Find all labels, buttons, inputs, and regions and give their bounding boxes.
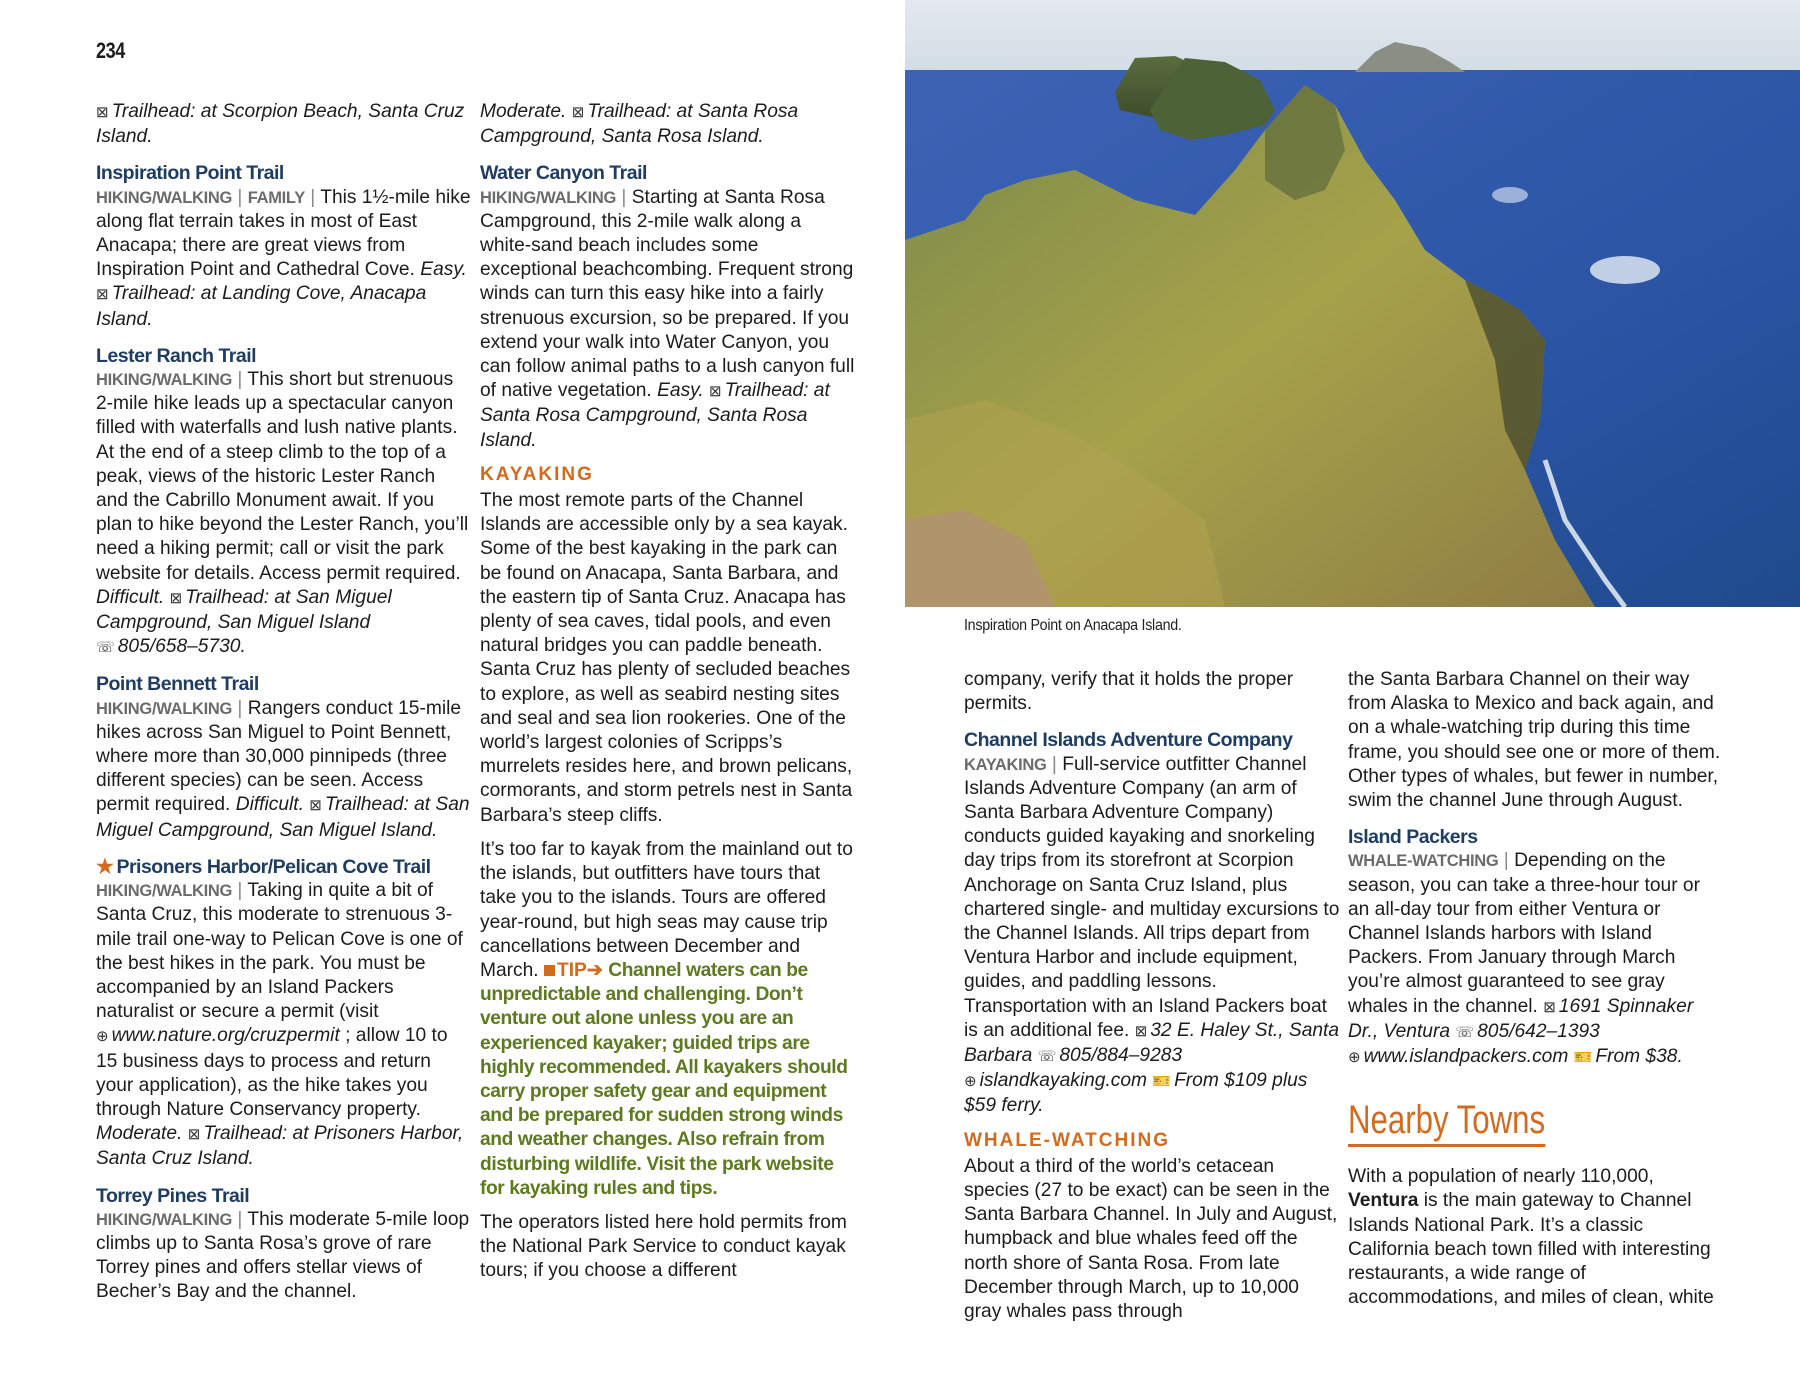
address: 32 E. Haley St., Santa Barbara [964,1019,1340,1067]
column-1 [96,100,472,1315]
activity-tag: HIKING/WALKING [96,1210,233,1229]
website-link[interactable]: islandkayaking.com [979,1070,1148,1092]
activity-tag: HIKING/WALKING [96,371,233,390]
mail-icon: ⊠ [187,1126,201,1144]
trail-entry-water-canyon: Water Canyon Trail HIKING/WALKING | Starting at Santa Rosa Campground, this 2-mile walk along a white-sand beach includes some exceptional beachcombing. Frequent strong winds can turn this easy hike into a fairly strenuous excursion, so be prepared. If you extend your walk into Water Canyon, you can follow animal paths to a lush canyon full of native vegetation. Easy. ⊠ Trailhead: at Santa Rosa Campground, Santa Rosa Island. [480,162,855,451]
address: 1691 Spinnaker Dr., Ventura [1348,995,1694,1042]
phone-icon: ☏ [1037,1048,1057,1066]
trail-title: Point Bennett Trail [96,673,259,696]
trailhead: Trailhead: at San Miguel Campground, San Miguel Island [96,586,392,634]
continued-text: the Santa Barbara Channel on their way from Alaska to Mexico and back again, and on a whale-watching trip during this time frame, you should see one or more of them. Other types of whales, but fewer in number, swim the channel June through August. [1348,669,1721,812]
difficulty: Easy. [657,380,704,402]
kayaking-paragraph-2: It’s too far to kayak from the mainland out to the islands, but outfitters have tours that take you to the islands. Tours are offered year-round, but high seas may cause trip cancellations between December and March. [480,838,853,981]
kayaking-paragraph-1: The most remote parts of the Channel Islands are accessible only by a sea kayak. Some of the best kayaking in the park can be found on Anacapa, Santa Barbara, and the eastern tip of Santa Cruz. Anacapa has plenty of sea caves, tidal pools, and even natural bridges you can paddle beneath. Santa Cruz has plenty of secluded beaches to explore, as well as seabird nesting sites and seal and sea lion rookeries. One of the world’s largest colonies of Scripps’s murrelets resides here, and brown pelicans, cormorants, and storm petrels nest in Santa Barbara’s steep cliffs. [480,490,853,826]
outfitter-description: Full-service outfitter Channel Islands Adventure Company (an arm of Santa Barbara Adventure Company) conducts guided kayaking and snorkeling day trips from its storefront at Scorpion Anchorage on Santa Cruz Island, plus chartered single- and multiday excursions to the Channel Islands. All trips depart from Ventura Harbor and include equipment, guides, and paddling lessons. Transportation with an Island Packers boat is an additional fee. [964,753,1340,1041]
arrow-icon: ➔ [586,959,603,981]
photo-inspiration-point [905,0,1800,607]
trailhead: Trailhead: at Santa Rosa Campground, Santa Rosa Island. [480,380,830,451]
continued-entry [480,100,856,149]
permit-link[interactable]: www.nature.org/cruzpermit [111,1025,340,1047]
phone-icon: ☏ [96,639,115,657]
trailhead: Trailhead: at San Miguel Campground, San Miguel Island. [96,794,470,841]
trailhead: Trailhead: at Landing Cove, Anacapa Island. [96,283,427,330]
mail-icon: ⊠ [1134,1022,1148,1040]
ticket-icon: 🎫 [1152,1073,1172,1091]
outfitter-island-packers: Island Packers WHALE-WATCHING | Depending on the season, you can take a three-hour tour or an all-day tour from either Ventura or Channel Islands harbors with Island Packers. From January through March you’re almost guaranteed to see gray whales in the channel. ⊠ 1691 Spinnaker Dr., Ventura ☏ 805/642–1393 ⊕ www.islandpackers.com 🎫 From $38. [1348,825,1724,1070]
mail-icon: ⊠ [309,797,322,815]
nearby-towns-intro: With a population of nearly 110,000, [1348,1166,1654,1188]
activity-tag: HIKING/WALKING [96,882,233,901]
trail-description: This 1½-mile hike along flat terrain takes in most of East Anacapa; there are great views from Inspiration Point and Cathedral Cove. [96,186,471,281]
website-link[interactable]: www.islandpackers.com [1363,1046,1569,1068]
price: From $109 plus $59 ferry. [964,1070,1308,1117]
family-tag: FAMILY [247,188,305,207]
trail-title: Inspiration Point Trail [96,162,284,185]
whale-watching-section [964,1129,1340,1325]
kayaking-section [480,463,856,1284]
trail-description: Rangers conduct 15-mile hikes across San Miguel to Point Bennett, where more than 30,000 pinnipeds (three different species) can be seen. Access permit required. [96,697,462,816]
phone-number: 805/642–1393 [1477,1020,1600,1042]
trail-entry-lester-ranch: Lester Ranch Trail HIKING/WALKING | This short but strenuous 2-mile hike leads up a spectacular canyon filled with waterfalls and lush native plants. At the end of a steep climb to the top of a peak, views of the historic Lester Ranch and the Cabrillo Monument await. If you plan to hike beyond the Lester Ranch, you’ll need a hiking permit; call or visit the park website for details. Access permit required. Difficult. ⊠ Trailhead: at San Miguel Campground, San Miguel Island ☏ 805/658–5730. [96,344,472,661]
phone-number: 805/884–9283 [1059,1045,1183,1067]
column-3 [964,668,1340,1334]
trail-title: Water Canyon Trail [480,162,647,185]
tip-label: TIP [556,959,587,981]
difficulty: Easy. [420,259,467,281]
trail-title: Lester Ranch Trail [96,344,257,367]
activity-tag: HIKING/WALKING [96,188,233,207]
nearby-towns-heading: Nearby Towns [1348,1098,1545,1147]
trail-description: This moderate 5-mile loop climbs up to Santa Rosa’s grove of rare Torrey pines and offers stellar views of Becher’s Bay and the channel. [96,1208,470,1303]
whale-watching-paragraph: About a third of the world’s cetacean species (27 to be exact) can be seen in the Santa Barbara Channel. In July and August, humpback and blue whales feed off the north shore of Santa Rosa. From late December through March, up to 10,000 gray whales pass through [964,1155,1338,1323]
difficulty: Difficult. [96,586,165,608]
outfitter-description: Depending on the season, you can take a three-hour tour or an all-day tour from either Ventura or Channel Islands harbors with Island Packers. From January through March you’re almost guaranteed to see gray whales in the channel. [1348,850,1700,1017]
column-4 [1348,668,1724,1320]
price: From $38. [1595,1046,1683,1068]
trail-title-row [96,855,472,879]
web-icon: ⊕ [96,1028,109,1046]
phone-icon: ☏ [1455,1023,1475,1041]
column-2 [480,100,856,1294]
difficulty: Moderate. [480,101,567,122]
phone-number: 805/658–5730. [117,636,246,658]
island-photo [905,0,1800,607]
difficulty: Difficult. [235,794,304,816]
trail-entry-torrey-pines: Torrey Pines Trail HIKING/WALKING | This moderate 5-mile loop climbs up to Santa Rosa’s grove of rare Torrey pines and offers stellar views of Becher’s Bay and the channel. [96,1184,472,1305]
mail-icon: ⊠ [1543,998,1556,1016]
star-icon: ★ [96,855,114,878]
outfitter-title: Island Packers [1348,826,1478,849]
trail-description-cont: ; allow 10 to 15 business days to process and return your application), as the hike takes you through Nature Conservancy property. [96,1025,448,1120]
activity-tag: HIKING/WALKING [480,188,617,207]
trail-title: Prisoners Harbor/Pelican Cove Trail [116,855,431,878]
trail-description: Taking in quite a bit of Santa Cruz, this moderate to strenuous 3-mile trail one-way to Pelican Cove is one of the best hikes in the park. You must be accompanied by an Island Packers naturalist or secure a permit (visit [96,880,463,1023]
section-heading-kayaking: KAYAKING [480,463,594,485]
trail-title: Torrey Pines Trail [96,1184,250,1207]
trail-description: This short but strenuous 2-mile hike leads up a spectacular canyon filled with waterfalls and lush native plants. At the end of a steep climb to the top of a peak, views of the historic Lester Ranch and the Cabrillo Monument await. If you plan to hike beyond the Lester Ranch, you’ll need a hiking permit; call or visit the park website for details. Access permit required. [96,369,469,584]
kayaking-paragraph-3: The operators listed here hold permits from the National Park Service to conduct kayak tours; if you choose a different [480,1211,847,1282]
outfitter-channel-islands-adventure: Channel Islands Adventure Company KAYAKING | Full-service outfitter Channel Islands Adventure Company (an arm of Santa Barbara Adventure Company) conducts guided kayaking and snorkeling day trips from its storefront at Scorpion Anchorage on Santa Cruz Island, plus chartered single- and multiday excursions to the Channel Islands. All trips depart from Ventura Harbor and include equipment, guides, and paddling lessons. Transportation with an Island Packers boat is an additional fee. ⊠ 32 E. Haley St., Santa Barbara ☏ 805/884–9283 ⊕ islandkayaking.com 🎫 From $109 plus $59 ferry. [964,729,1340,1117]
web-icon: ⊕ [1348,1049,1361,1067]
continued-text: company, verify that it holds the proper permits. [964,669,1294,715]
surf-splash [1590,256,1660,284]
section-heading-whale-watching: WHALE-WATCHING [964,1129,1171,1151]
surf-splash-2 [1492,187,1528,203]
mail-icon: ⊠ [169,589,183,607]
trailhead: Trailhead: at Santa Rosa Campground, Santa Rosa Island. [480,101,799,148]
ticket-icon: 🎫 [1573,1049,1593,1067]
trail-description: Starting at Santa Rosa Campground, this 2-mile walk along a white-sand beach includes some exceptional beachcombing. Frequent strong winds can turn this easy hike into a fairly strenuous excursion, so be prepared. If you extend your walk into Water Canyon, you can follow animal paths to a lush canyon full of native vegetation. [480,186,855,402]
nearby-towns-text: is the main gateway to Channel Islands National Park. It’s a classic California beach town filled with interesting restaurants, a wide range of accommodations, and miles of clean, white [1348,1190,1714,1309]
activity-tag: HIKING/WALKING [96,699,233,718]
web-icon: ⊕ [964,1073,977,1091]
activity-tag: KAYAKING [964,755,1047,774]
nearby-towns-section [1348,1080,1724,1310]
continued-trailhead: ⊠ Trailhead: at Scorpion Beach, Santa Cruz Island. [96,101,465,148]
sky [905,0,1800,70]
town-name: Ventura [1348,1190,1419,1212]
tip-marker-icon [544,965,555,976]
trail-entry-inspiration-point: Inspiration Point Trail HIKING/WALKING | FAMILY | This 1½-mile hike along flat terrain takes in most of East Anacapa; there are great views from Inspiration Point and Cathedral Cove. Easy. ⊠ Trailhead: at Landing Cove, Anacapa Island. [96,162,471,330]
mail-icon: ⊠ [96,104,109,121]
mail-icon: ⊠ [571,104,585,121]
photo-caption: Inspiration Point on Anacapa Island. [964,617,1182,634]
trail-entry-point-bennett: Point Bennett Trail HIKING/WALKING | Rangers conduct 15-mile hikes across San Miguel to Point Bennett, where more than 30,000 pinnipeds (three different species) can be seen. Access permit required. Difficult. ⊠ Trailhead: at San Miguel Campground, San Miguel Island. [96,672,472,842]
difficulty: Moderate. [96,1123,183,1145]
trailhead: Trailhead: at Prisoners Harbor, Santa Cruz Island. [96,1123,464,1170]
mail-icon: ⊠ [96,286,109,304]
outfitter-title: Channel Islands Adventure Company [964,729,1293,752]
activity-tag: WHALE-WATCHING [1348,852,1499,871]
trail-entry-prisoners-harbor: ★ Prisoners Harbor/Pelican Cove Trail HIKING/WALKING | Taking in quite a bit of Santa Cruz, this moderate to strenuous 3-mile trail one-way to Pelican Cove is one of the best hikes in the park. You must be accompanied by an Island Packers naturalist or secure a permit (visit ⊕ www.nature.org/cruzpermit ; allow 10 to 15 business days to process and return your application), as the hike takes you through Nature Conservancy property. Moderate. ⊠ Trailhead: at Prisoners Harbor, Santa Cruz Island. [96,855,472,1172]
mail-icon: ⊠ [709,383,722,401]
tip-text: Channel waters can be unpredictable and challenging. Don’t venture out alone unless you are an experienced kayaker; guided trips are highly recommended. All kayakers should carry proper safety gear and equipment and be prepared for sudden strong winds and weather changes. Also refrain from disturbing wildlife. Visit the park website for kayaking rules and tips. [480,959,848,1199]
page-number: 234 [96,38,125,63]
